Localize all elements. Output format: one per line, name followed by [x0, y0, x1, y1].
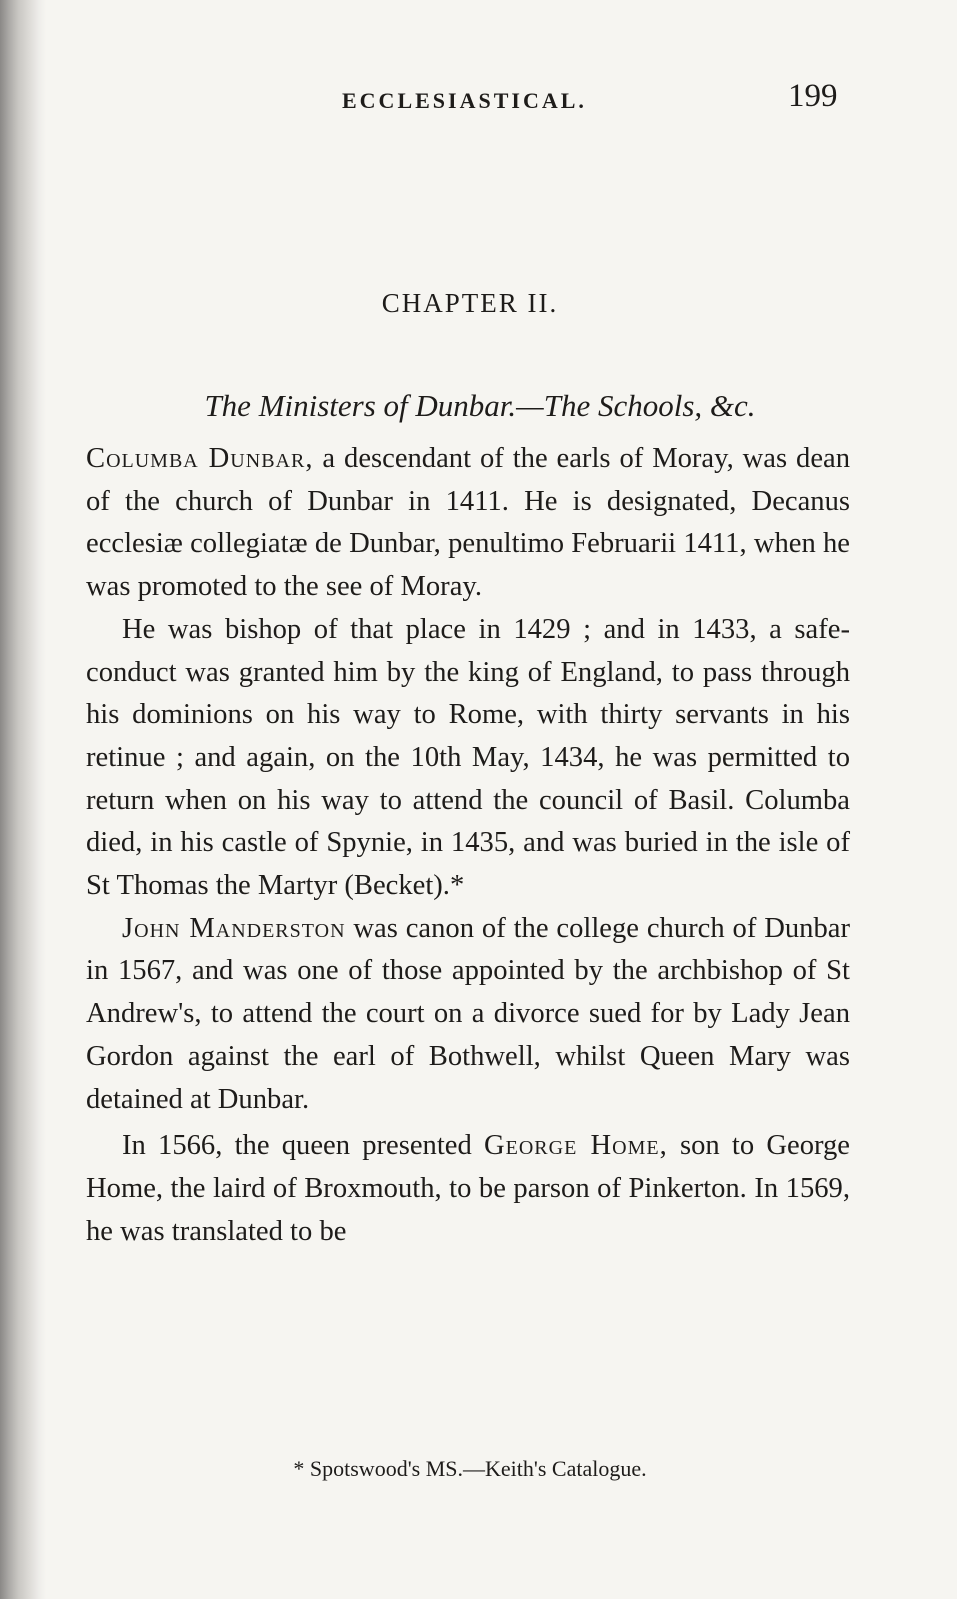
running-head	[80, 78, 880, 118]
paragraph-text: was canon of the college church of Dunbar in 1567, and was one of those appointed by the archbishop of St Andrew's, to attend the court on a divorce sued for by Lady Jean Gordon against the earl of Bothwell, whilst Queen Mary was detained at Dunbar.	[86, 912, 850, 1115]
paragraph-john-manderston	[86, 908, 850, 1122]
paragraph-bishop	[86, 609, 850, 908]
body-text	[86, 438, 850, 1253]
page-number: 199	[788, 78, 838, 114]
person-name: George Home,	[483, 1130, 668, 1162]
paragraph-text: son to George Home, the laird of Broxmouth, to be parson of Pinkerton. In 1569, he was translated to be	[86, 1130, 850, 1247]
paragraph-text: He was bishop of that place in 1429 ; and in 1433, a safe-conduct was granted him by the king of England, to pass through his dominions on his way to Rome, with thirty servants in his retinue ; and again, on the 10th May, 1434, he was permitted to return when on his way to attend the council of Basil. Columba died, in his castle of Spynie, in 1435, and was buried in the isle of St Thomas the Martyr (Becket).*	[86, 613, 850, 902]
chapter-title: CHAPTER II.	[381, 288, 559, 318]
paragraph-columba-dunbar	[86, 438, 850, 609]
person-name: Columba Dunbar,	[86, 443, 314, 474]
chapter-subtitle: The Ministers of Dunbar.—The Schools, &c.	[204, 388, 756, 423]
paragraph-george-home	[86, 1125, 850, 1253]
footnote: * Spotswood's MS.—Keith's Catalogue.	[293, 1456, 647, 1481]
running-title: ECCLESIASTICAL.	[342, 88, 587, 113]
person-name: John Manderston	[122, 912, 346, 944]
paragraph-text: a descendant of the earls of Moray, was dean of the church of Dunbar in 1411. He is designated, Decanus ecclesiæ collegiatæ de Dunbar, penultimo Februarii 1411, when he was promoted to the see of Moray.	[86, 443, 850, 603]
paragraph-text: In 1566, the queen presented	[122, 1130, 484, 1162]
book-gutter-shadow	[0, 0, 46, 1599]
